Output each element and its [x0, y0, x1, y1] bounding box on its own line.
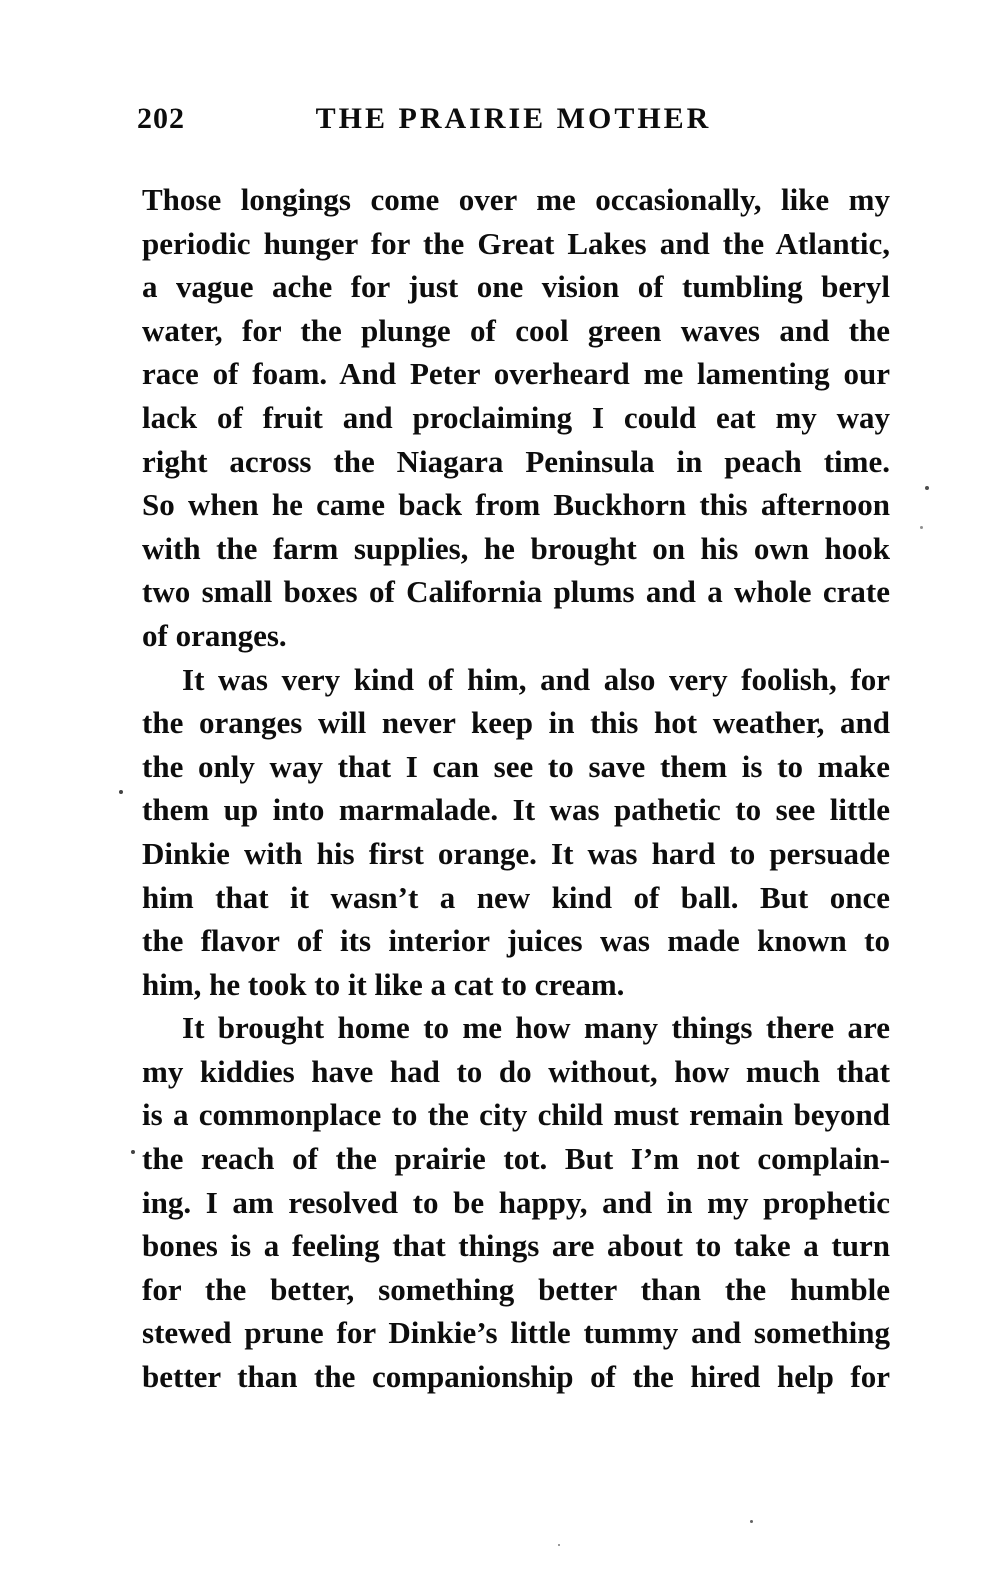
- text-line: for the better, something better than the humble: [142, 1271, 890, 1307]
- scan-speck: [925, 486, 929, 490]
- text-line: him that it wasn’t a new kind of ball. But once: [142, 879, 890, 915]
- text-line: of oranges.: [142, 617, 287, 653]
- text-line: It was very kind of him, and also very foolish, for: [182, 661, 890, 697]
- text-line: the reach of the prairie tot. But I’m not complain-: [142, 1141, 890, 1177]
- text-line: better than the companionship of the hired help for: [142, 1359, 890, 1395]
- text-line: race of foam. And Peter overheard me lamenting our: [142, 356, 890, 392]
- text-line: with the farm supplies, he brought on his own hook: [142, 530, 890, 566]
- text-line: a vague ache for just one vision of tumbling beryl: [142, 269, 890, 305]
- text-line: ing. I am resolved to be happy, and in my prophetic: [142, 1184, 890, 1220]
- scan-speck: [131, 1150, 135, 1154]
- text-line: lack of fruit and proclaiming I could eat my way: [142, 399, 890, 435]
- text-line: the oranges will never keep in this hot weather, and: [142, 705, 890, 741]
- text-line: two small boxes of California plums and a whole crate: [142, 574, 890, 610]
- text-line: is a commonplace to the city child must remain beyond: [142, 1097, 890, 1133]
- text-line: right across the Niagara Peninsula in peach time.: [142, 443, 890, 479]
- text-line: Dinkie with his first orange. It was hard to persuade: [142, 835, 890, 871]
- scan-speck: [920, 526, 923, 529]
- text-line: So when he came back from Buckhorn this afternoon: [142, 487, 890, 523]
- page-number: 202: [137, 102, 185, 135]
- page-header: [137, 101, 890, 143]
- scan-speck: [558, 1544, 560, 1546]
- text-line: him, he took to it like a cat to cream.: [142, 966, 625, 1002]
- text-line: It brought home to me how many things there are: [182, 1010, 890, 1046]
- text-line: the flavor of its interior juices was made known to: [142, 923, 890, 959]
- paragraph-1: [142, 178, 890, 658]
- text-line: water, for the plunge of cool green waves and the: [142, 312, 890, 348]
- paragraph-3: [142, 1006, 890, 1398]
- text-line: my kiddies have had to do without, how much that: [142, 1053, 890, 1089]
- paragraph-2: [142, 658, 890, 1007]
- text-line: periodic hunger for the Great Lakes and the Atlantic,: [142, 225, 890, 261]
- text-line: stewed prune for Dinkie’s little tummy and something: [142, 1315, 890, 1351]
- text-line: Those longings come over me occasionally, like my: [142, 182, 890, 217]
- body-text: [142, 178, 890, 1399]
- scan-speck: [750, 1520, 753, 1523]
- scan-speck: [119, 790, 123, 794]
- text-line: them up into marmalade. It was pathetic to see little: [142, 792, 890, 828]
- text-line: bones is a feeling that things are about to take a turn: [142, 1228, 890, 1264]
- running-title: THE PRAIRIE MOTHER: [315, 102, 712, 135]
- text-line: the only way that I can see to save them is to make: [142, 748, 890, 784]
